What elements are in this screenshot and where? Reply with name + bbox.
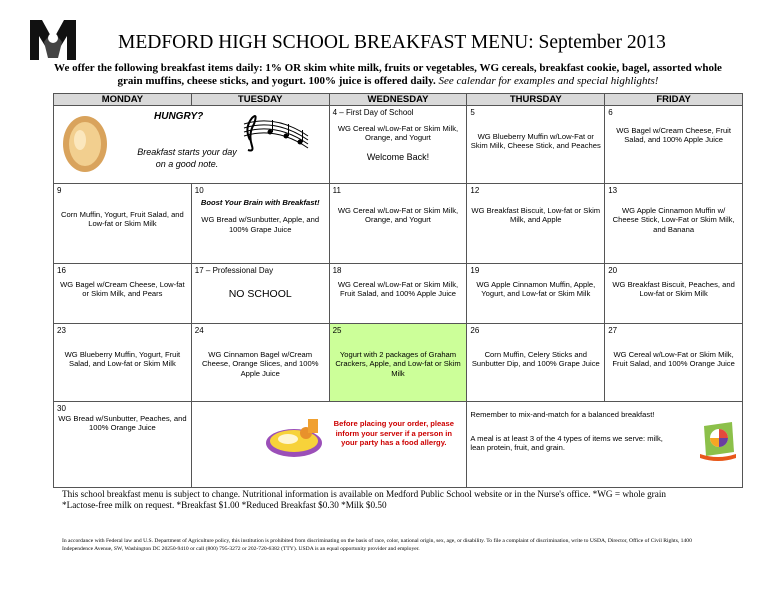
week-row xyxy=(54,106,743,184)
day-header-row xyxy=(54,94,743,106)
week-row xyxy=(54,264,743,324)
day-number: 24 xyxy=(194,326,204,335)
menu-text: WG Cinnamon Bagel w/Cream Cheese, Orange Slices, and 100% Apple Juice xyxy=(201,349,319,378)
day-cell xyxy=(54,402,192,488)
menu-text: WG Breakfast Biscuit, Low-fat or Skim Milk, and Apple xyxy=(471,205,601,224)
day-cell xyxy=(605,264,743,324)
menu-text: WG Cereal w/Low-Fat or Skim Milk, Orange, and Yogurt xyxy=(337,205,459,224)
slogan-line: Breakfast starts your day xyxy=(137,147,237,157)
day-number: 18 xyxy=(332,266,342,275)
breakfast-plate-icon xyxy=(264,415,326,459)
menu-text: WG Bagel w/Cream Cheese, Low-fat or Skim Milk, and Pears xyxy=(60,279,185,298)
day-cell xyxy=(54,184,192,264)
day-cell xyxy=(329,184,467,264)
slogan-line: on a good note. xyxy=(155,159,219,169)
boost-title: Boost Your Brain with Breakfast! xyxy=(200,197,320,207)
day-cell-highlight xyxy=(329,324,467,402)
menu-text: WG Breakfast Biscuit, Peaches, and Low-fat or Skim Milk xyxy=(612,279,735,298)
page-title: MEDFORD HIGH SCHOOL BREAKFAST MENU: September 2013 xyxy=(118,32,666,53)
day-cell xyxy=(467,106,605,184)
intro-text xyxy=(48,62,728,88)
day-number: 6 xyxy=(608,108,613,117)
menu-text: Yogurt with 2 packages of Graham Crackers, Apple, and Low-fat or Skim Milk xyxy=(335,349,461,378)
menu-text: WG Apple Cinnamon Muffin, Apple, Yogurt, and Low-fat or Skim Milk xyxy=(476,279,596,298)
day-cell xyxy=(54,264,192,324)
day-number: 13 xyxy=(608,186,618,195)
day-cell xyxy=(329,106,467,184)
day-header: MONDAY xyxy=(54,94,192,106)
menu-text: WG Bread w/Sunbutter, Apple, and 100% Grape Juice xyxy=(201,215,320,234)
day-cell xyxy=(54,324,192,402)
hungry-cell xyxy=(54,106,330,184)
menu-text: Corn Muffin, Yogurt, Fruit Salad, and Low-fat or Skim Milk xyxy=(61,209,184,228)
day-header: WEDNESDAY xyxy=(329,94,467,106)
day-number: 17 – Professional Day xyxy=(194,266,274,275)
footer-prices: *Lactose-free milk on request. *Breakfast $1.00 *Reduced Breakfast $0.30 *Milk $0.50 xyxy=(62,500,387,510)
week-row xyxy=(54,402,743,488)
day-number: 12 xyxy=(470,186,480,195)
day-cell xyxy=(605,324,743,402)
mix-match-text: Remember to mix-and-match for a balanced breakfast! xyxy=(470,410,655,419)
menu-text: WG Blueberry Muffin, Yogurt, Fruit Salad, and Low-fat or Skim Milk xyxy=(64,349,181,368)
welcome-text: Welcome Back! xyxy=(366,151,430,162)
myplate-icon xyxy=(698,418,738,462)
day-number: 27 xyxy=(608,326,618,335)
meal-text: A meal is at least 3 of the 4 types of items we serve: milk, lean protein, fruit, and grain. xyxy=(470,433,663,452)
breakfast-slogan xyxy=(122,146,252,170)
day-cell xyxy=(467,264,605,324)
day-cell xyxy=(605,106,743,184)
menu-calendar xyxy=(53,93,743,488)
day-number: 9 xyxy=(57,186,62,195)
allergy-cell xyxy=(191,402,467,488)
school-logo-icon xyxy=(26,14,80,66)
menu-text: Corn Muffin, Celery Sticks and Sunbutter Dip, and 100% Grape Juice xyxy=(471,349,600,368)
balanced-breakfast-cell xyxy=(467,402,743,488)
day-number: 20 xyxy=(608,266,618,275)
menu-text: WG Cereal w/Low-Fat or Skim Milk, Orange, and Yogurt xyxy=(337,123,459,142)
menu-text: WG Apple Cinnamon Muffin w/ Cheese Stick, Low-Fat or Skim Milk, and Banana xyxy=(612,205,735,234)
day-header: TUESDAY xyxy=(191,94,329,106)
day-cell xyxy=(329,264,467,324)
day-number: 25 xyxy=(332,326,342,335)
day-cell xyxy=(467,324,605,402)
week-row xyxy=(54,184,743,264)
week-row xyxy=(54,324,743,402)
bread-icon xyxy=(60,112,110,176)
day-number: 10 xyxy=(194,186,204,195)
day-number: 30 xyxy=(57,404,66,413)
day-number: 19 xyxy=(470,266,480,275)
day-number: 16 xyxy=(57,266,66,275)
usda-legal-notice: In accordance with Federal law and U.S. Department of Agriculture policy, this institution is prohibited from discriminating on the basis of race, color, national origin, sex, age, or disability. To file a complaint of discrimination, write to USDA, Director, Office of Civil Rights, 1400 Independence Avenue, SW, Washington DC 20250-9410 or call (800) 795-3272 or 202-720-6382 (TTY). USDA is an equal opportunity provider and employer. xyxy=(62,538,692,552)
day-header: THURSDAY xyxy=(467,94,605,106)
menu-text: WG Blueberry Muffin w/Low-Fat or Skim Milk, Cheese Stick, and Peaches xyxy=(470,131,601,150)
day-number: 11 xyxy=(332,186,341,195)
intro-italic: See calendar for examples and special highlights! xyxy=(438,75,659,87)
music-notes-icon xyxy=(242,110,310,156)
no-school-text: NO SCHOOL xyxy=(228,287,292,300)
day-header: FRIDAY xyxy=(605,94,743,106)
menu-text: WG Cereal w/Low-Fat or Skim Milk, Fruit Salad, and 100% Orange Juice xyxy=(612,349,735,368)
menu-text: WG Cereal w/Low-Fat or Skim Milk, Fruit Salad, and 100% Apple Juice xyxy=(337,279,459,298)
menu-text: WG Bagel w/Cream Cheese, Fruit Salad, and 100% Apple Juice xyxy=(616,125,731,144)
day-cell xyxy=(467,184,605,264)
hungry-text: HUNGRY? xyxy=(154,111,204,122)
day-cell xyxy=(191,264,329,324)
day-number: 4 – First Day of School xyxy=(332,108,414,117)
day-cell xyxy=(191,184,329,264)
allergy-notice: Before placing your order, please inform your server if a person in your party has a food allergy. xyxy=(333,419,454,447)
intro-bold: We offer the following breakfast items daily: 1% OR skim white milk, fruits or vegetables, WG cereals, breakfast cookie, bagel, assorted whole grain muffins, cheese sticks, and yogurt. 100% juice is offered daily. xyxy=(54,62,722,87)
footer-note: This school breakfast menu is subject to change. Nutritional information is available on Medford Public School website or in the Nurse's office. *WG = whole grain xyxy=(62,489,666,499)
menu-text: WG Bread w/Sunbutter, Peaches, and 100% Orange Juice xyxy=(58,413,187,432)
day-number: 26 xyxy=(470,326,480,335)
day-cell xyxy=(605,184,743,264)
day-number: 23 xyxy=(57,326,66,335)
day-number: 5 xyxy=(470,108,475,117)
day-cell xyxy=(191,324,329,402)
